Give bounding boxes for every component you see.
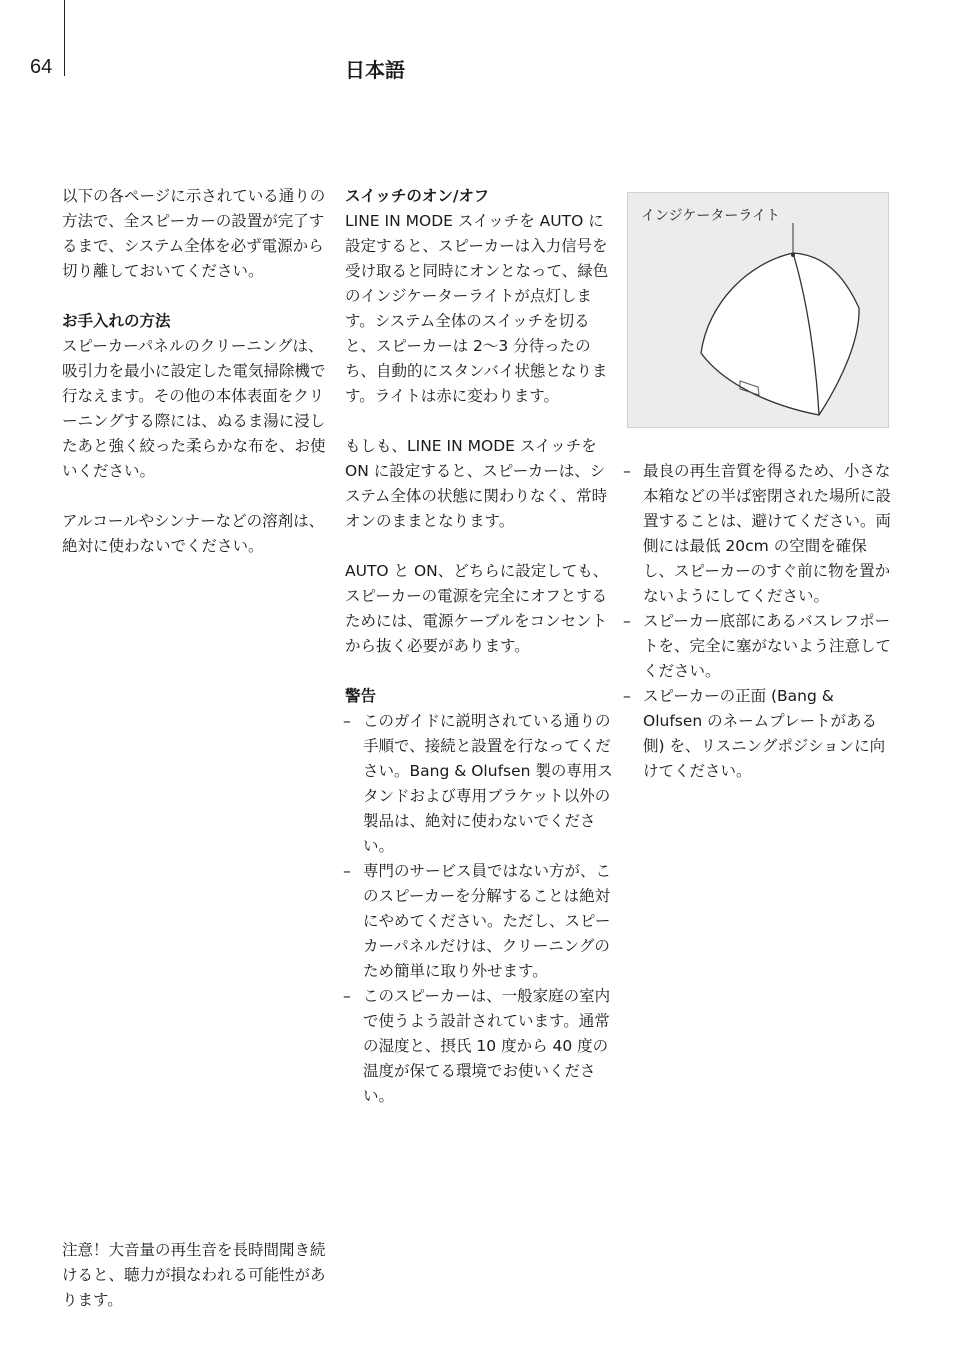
speaker-drawing [628,193,890,429]
switch-paragraph-3: AUTO と ON、どちらに設定しても、スピーカーの電源を完全にオフとするためには、電源ケーブルをコンセントから抜く必要があります。 [345,562,609,655]
list-item: – スピーカー底部にあるバスレフポートを、完全に塞がないよう注意してください。 [625,609,893,684]
list-item: – 専門のサービス員ではない方が、このスピーカーを分解することは絶対にやめてください。ただし、スピーカーパネルだけは、クリーニングのため簡単に取り外せます。 [345,859,615,984]
solvent-paragraph: アルコールやシンナーなどの溶剤は、絶対に使わないでください。 [62,512,325,555]
list-item: – スピーカーの正面 (Bang & Olufsen のネームプレートがある側) を、リスニングポジションに向けてください。 [625,684,893,784]
column-2 [345,184,615,1109]
list-item: – このスピーカーは、一般家庭の室内で使うよう設計されています。通常の湿度と、摂氏 10 度から 40 度の温度が保てる環境でお使いください。 [345,984,615,1109]
column-1 [62,184,334,584]
care-paragraph: スピーカーパネルのクリーニングは、吸引力を最小に設定した電気掃除機で行なえます。その他の本体表面をクリーニングする際には、ぬるま湯に浸したあと強く絞った柔らかな布を、お使いください。 [62,337,326,480]
switch-heading: スイッチのオン/オフ [345,187,490,205]
placement-list [625,459,893,784]
list-item: – 最良の再生音質を得るため、小さな本箱などの半ば密閉された場所に設置することは、避けてください。両側には最低 20cm の空間を確保し、スピーカーのすぐ前に物を置かないようにしてください。 [625,459,893,609]
care-heading: お手入れの方法 [62,312,171,330]
warning-list [345,709,615,1109]
page-number: 64 [30,56,53,78]
hearing-caution-note: 注意！大音量の再生音を長時間聞き続けると、聴力が損なわれる可能性があります。 [62,1241,326,1309]
intro-paragraph: 以下の各ページに示されている通りの方法で、全スピーカーの設置が完了するまで、システム全体を必ず電源から切り離しておいてください。 [62,187,326,280]
margin-rule [64,0,65,76]
speaker-body [701,253,859,415]
page-title: 日本語 [345,58,405,82]
list-item: – このガイドに説明されている通りの手順で、接続と設置を行なってください。Bang & Olufsen 製の専用スタンドおよび専用ブラケット以外の製品は、絶対に使わないでください。 [345,709,615,859]
indicator-light-dot [791,253,795,257]
indicator-light-label: インジケーターライト [641,208,780,224]
warning-heading: 警告 [345,687,377,705]
speaker-illustration [627,192,889,428]
switch-paragraph-2: もしも、LINE IN MODE スイッチを ON に設定すると、スピーカーは、システム全体の状態に関わりなく、常時オンのままとなります。 [345,437,608,530]
column-3 [625,459,893,784]
switch-paragraph-1: LINE IN MODE スイッチを AUTO に設定すると、スピーカーは入力信号を受け取ると同時にオンとなって、緑色のインジケーターライトが点灯します。システム全体のスイッチを切ると、スピーカーは 2〜3 分待ったのち、自動的にスタンバイ状態となります。ライトは赤に変わります。 [345,212,609,405]
